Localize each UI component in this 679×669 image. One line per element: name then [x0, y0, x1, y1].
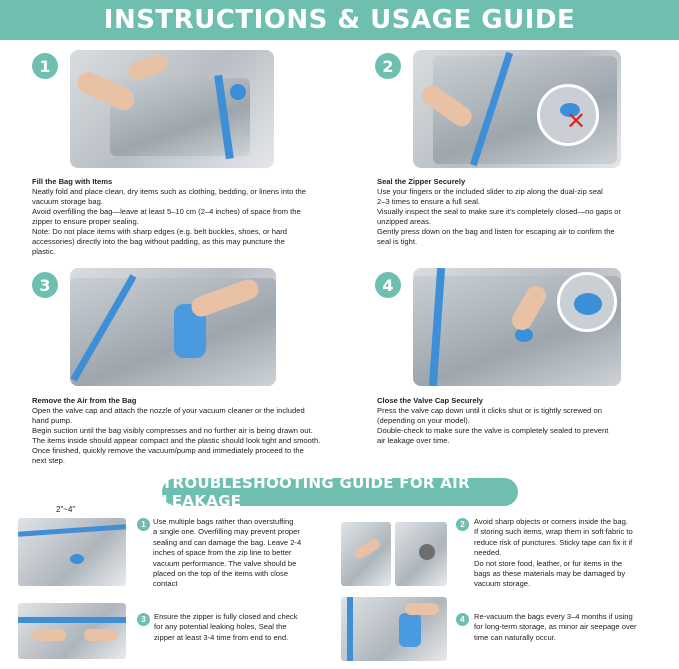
- tip-2-line: Do not store food, leather, or fur items in the: [474, 558, 623, 568]
- step-4-line: air leakage over time.: [377, 436, 450, 445]
- step-1-line: vacuum storage bag.: [32, 197, 103, 206]
- tip-1-line: inches of space from the zip line to better: [153, 548, 292, 558]
- hand-image: [32, 629, 66, 641]
- step-1-line: plastic.: [32, 247, 56, 256]
- valve-closeup-inset: [557, 272, 617, 332]
- zipper-strip: [18, 617, 126, 623]
- tip-2-line: If storing such items, wrap them in soft fabric to: [474, 527, 633, 537]
- step-4-heading: Close the Valve Cap Securely: [377, 396, 483, 405]
- step-3-line: Open the valve cap and attach the nozzle of your vacuum cleaner or the included: [32, 406, 305, 415]
- step-3-line: Once finished, quickly remove the vacuum/pump and immediately proceed to the: [32, 446, 304, 455]
- step-3-heading: Remove the Air from the Bag: [32, 396, 137, 405]
- tip-3-line: zipper at least 3-4 time from end to end.: [154, 632, 289, 642]
- tip-2-line: reduce risk of punctures. Sticky tape can fix it if: [474, 537, 633, 547]
- tip-2-line: vacuum storage.: [474, 579, 531, 589]
- step-1-line: zipper to ensure proper sealing.: [32, 217, 139, 226]
- step-4-number: 4: [375, 272, 401, 298]
- zipper-strip: [18, 524, 126, 537]
- sharp-object-image: [419, 544, 435, 560]
- tip-3-photo: [18, 603, 126, 659]
- step-2-line: Visually inspect the seal to make sure it's completely closed—no gaps or: [377, 207, 622, 216]
- tip-2-text: [474, 517, 674, 590]
- hand-pump-image: [399, 613, 421, 647]
- tip-1-line: vacuum performance. The valve should be: [153, 558, 297, 568]
- step-3-line: Begin suction until the bag visibly compresses and no further air is being drawn out.: [32, 426, 313, 435]
- tip-3-line: Ensure the zipper is fully closed and check: [154, 612, 298, 621]
- step-2-line: Use your fingers or the included slider to zip along the dual-zip seal: [377, 187, 603, 196]
- step-2-text: [377, 177, 667, 247]
- tip-2-photo-b: [395, 522, 447, 586]
- tip-2-line: Avoid sharp objects or corners inside the bag.: [474, 517, 628, 526]
- valve-image: [230, 84, 246, 100]
- tip-1-number: 1: [137, 518, 150, 531]
- step-2-line: 2–3 times to ensure a full seal.: [377, 197, 480, 206]
- step-3-line: hand pump.: [32, 416, 73, 425]
- tip-1-photo: [18, 518, 126, 586]
- tip-2-line: needed.: [474, 548, 502, 558]
- hand-image: [352, 538, 381, 561]
- tip-2-photo-a: [341, 522, 391, 586]
- tip-3-text: [154, 612, 339, 643]
- step-1-number: 1: [32, 53, 58, 79]
- tip-4-number: 4: [456, 613, 469, 626]
- step-1-heading: Fill the Bag with Items: [32, 177, 113, 186]
- hand-image: [74, 68, 138, 113]
- step-1-line: accessories) directly into the bag without padding, as this may puncture the: [32, 237, 285, 246]
- tip-1-line: a single one. Overfilling may prevent proper: [153, 527, 300, 537]
- page-title: INSTRUCTIONS & USAGE GUIDE: [103, 5, 576, 35]
- step-2-line: Gently press down on the bag and listen for escaping air to confirm the: [377, 227, 615, 236]
- step-3-line: The items inside should appear compact and the plastic should look tight and smooth.: [32, 436, 321, 445]
- step-4-line: Press the valve cap down until it clicks shut or is tightly screwed on: [377, 406, 602, 415]
- step-2-number: 2: [375, 53, 401, 79]
- tip-1-line: sealing and can damage the bag. Leave 2-4: [153, 537, 302, 547]
- tip-1-text: [153, 517, 338, 590]
- red-cross-icon: ✕: [566, 107, 587, 135]
- valve-image: [70, 554, 84, 564]
- tip-4-photo: [341, 597, 447, 661]
- troubleshooting-banner: [162, 474, 518, 510]
- tip-1-line: placed on the top of the items with close: [153, 569, 289, 579]
- tip-4-line: time can naturally occur.: [474, 632, 556, 642]
- tip-4-text: [474, 612, 674, 643]
- tip-4-line: for long-term storage, as minor air seepage over: [474, 622, 637, 632]
- step-4-text: [377, 396, 667, 446]
- tip-3-line: for any potential leaking holes, Seal the: [154, 622, 287, 632]
- step-3-line: next step.: [32, 456, 65, 465]
- tip-4-line: Re-vacuum the bags every 3–4 months if using: [474, 612, 633, 621]
- step-3-photo: [70, 268, 276, 386]
- step-2-photo: [413, 50, 621, 168]
- hand-image: [405, 603, 439, 615]
- step-1-text: [32, 177, 352, 257]
- step-1-photo: [70, 50, 274, 168]
- hand-image: [84, 629, 118, 641]
- step-4-line: (depending on your model).: [377, 416, 470, 425]
- step-4-line: Double-check to make sure the valve is completely sealed to prevent: [377, 426, 609, 435]
- step-2-line: seal is tight.: [377, 237, 418, 246]
- step-1-line: Neatly fold and place clean, dry items such as clothing, bedding, or linens into the: [32, 187, 306, 196]
- step-1-line: Note: Do not place items with sharp edges (e.g. belt buckles, shoes, or hard: [32, 227, 287, 236]
- troubleshooting-title: TROUBLESHOOTING GUIDE FOR AIR LEAKAGE: [162, 474, 470, 510]
- tip-2-line: bags as these materials may be damaged by: [474, 569, 626, 579]
- tip-3-number: 3: [137, 613, 150, 626]
- valve-closeup-inset: [537, 84, 599, 146]
- tip-1-line: Use multiple bags rather than overstuffing: [153, 517, 294, 526]
- step-3-text: [32, 396, 362, 466]
- step-3-number: 3: [32, 272, 58, 298]
- step-2-line: unzipped areas.: [377, 217, 432, 226]
- step-2-heading: Seal the Zipper Securely: [377, 177, 466, 186]
- step-1-line: Avoid overfilling the bag—leave at least 5–10 cm (2–4 inches) of space from the: [32, 207, 301, 216]
- valve-cap-image: [574, 293, 602, 315]
- zipper-strip: [347, 597, 353, 661]
- header-banner: [0, 0, 679, 40]
- step-4-photo: [413, 268, 621, 386]
- dimension-label: 2"~4": [56, 505, 76, 514]
- tip-2-number: 2: [456, 518, 469, 531]
- tip-1-line: contact: [153, 579, 178, 589]
